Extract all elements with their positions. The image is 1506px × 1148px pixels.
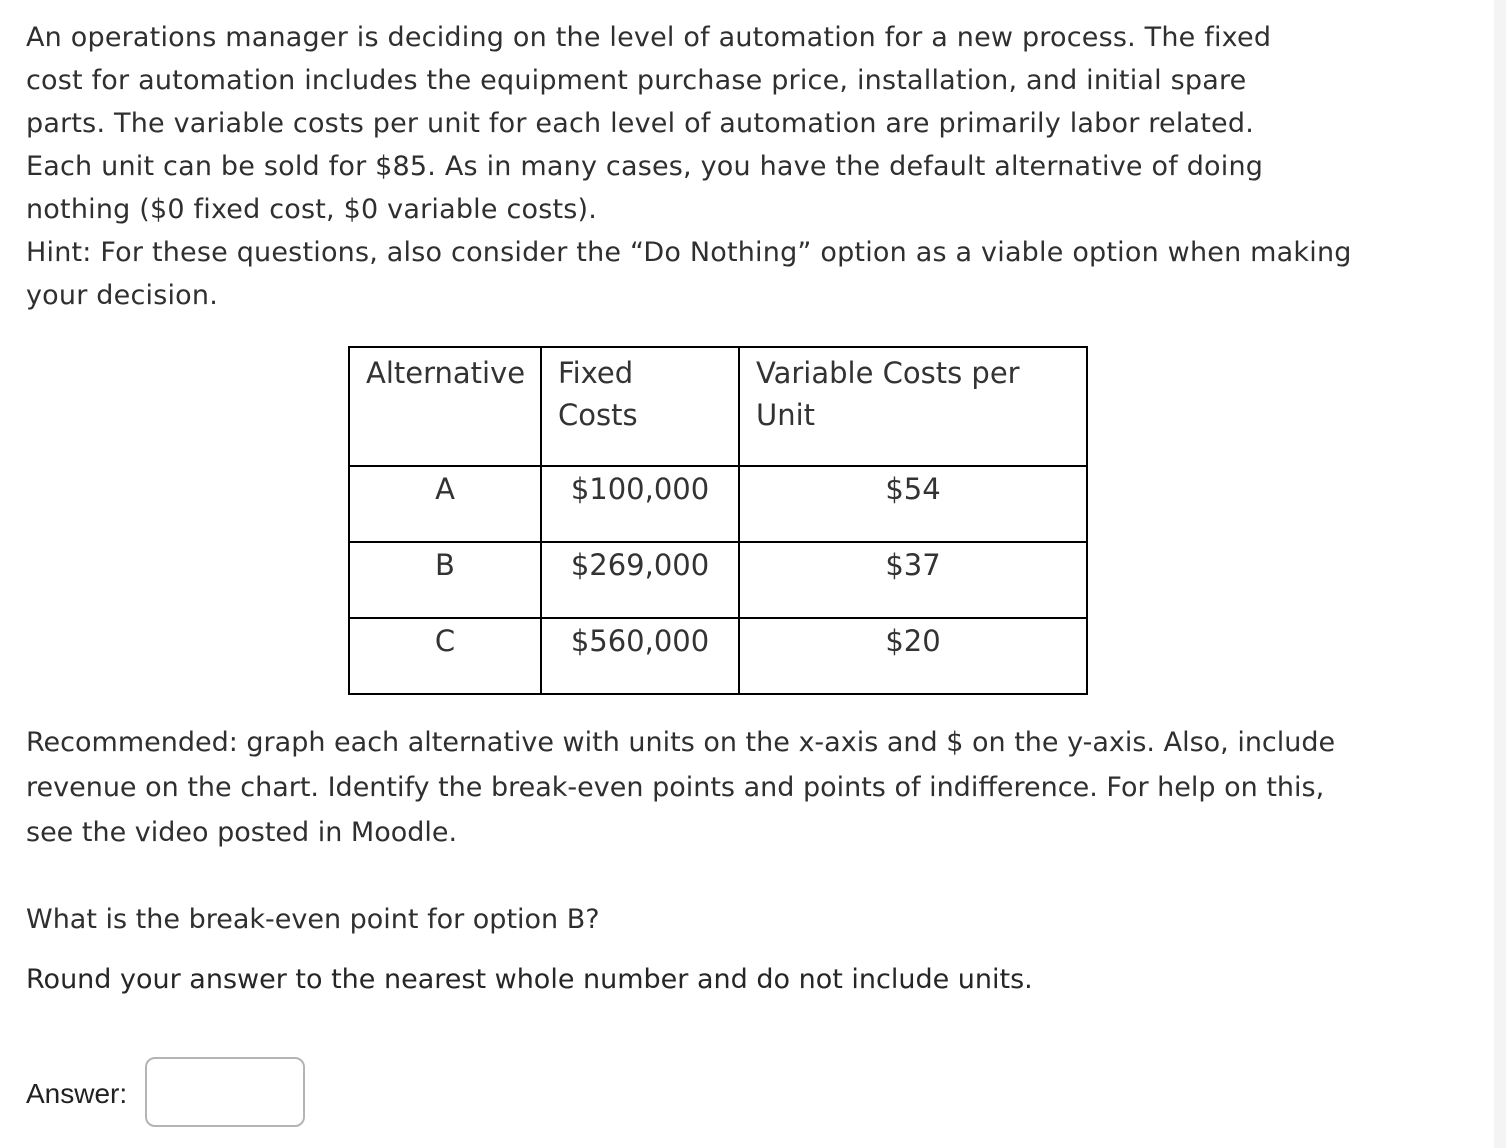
cell-variable-cost: $20 bbox=[739, 618, 1087, 694]
question-line: nothing ($0 fixed cost, $0 variable costs). bbox=[26, 194, 598, 225]
hint-line: your decision. bbox=[26, 280, 218, 311]
hint-line: Hint: For these questions, also consider the “Do Nothing” option as a viable option when making bbox=[26, 237, 1352, 268]
header-alternative: Alternative bbox=[349, 347, 541, 466]
recommendation-text bbox=[26, 720, 1416, 855]
recommendation-line: see the video posted in Moodle. bbox=[26, 817, 458, 848]
cell-fixed-cost: $100,000 bbox=[541, 466, 739, 542]
table-header-row bbox=[349, 347, 1087, 466]
question-line: cost for automation includes the equipment purchase price, installation, and initial spare bbox=[26, 65, 1247, 96]
rounding-instruction: Round your answer to the nearest whole number and do not include units. bbox=[26, 964, 1033, 995]
cell-fixed-cost: $269,000 bbox=[541, 542, 739, 618]
cell-fixed-cost: $560,000 bbox=[541, 618, 739, 694]
answer-label: Answer: bbox=[26, 1078, 128, 1109]
question-line: An operations manager is deciding on the level of automation for a new process. The fixed bbox=[26, 22, 1272, 53]
question-prompt: What is the break-even point for option B? bbox=[26, 904, 600, 935]
cell-alternative: B bbox=[349, 542, 541, 618]
header-variable-costs: Variable Costs per Unit bbox=[739, 347, 1087, 466]
cell-variable-cost: $54 bbox=[739, 466, 1087, 542]
question-line: parts. The variable costs per unit for each level of automation are primarily labor related. bbox=[26, 108, 1254, 139]
question-line: Each unit can be sold for $85. As in many cases, you have the default alternative of doing bbox=[26, 151, 1264, 182]
cell-variable-cost: $37 bbox=[739, 542, 1087, 618]
header-fixed-costs: Fixed Costs bbox=[541, 347, 739, 466]
table-row bbox=[349, 542, 1087, 618]
recommendation-line: revenue on the chart. Identify the break-even points and points of indifference. For help on this, bbox=[26, 772, 1325, 803]
alternatives-table bbox=[348, 346, 1088, 695]
cell-alternative: A bbox=[349, 466, 541, 542]
answer-input[interactable] bbox=[145, 1057, 305, 1127]
question-text bbox=[26, 16, 1406, 317]
scrollbar-track bbox=[1494, 0, 1506, 1148]
table-row bbox=[349, 466, 1087, 542]
table-row bbox=[349, 618, 1087, 694]
cell-alternative: C bbox=[349, 618, 541, 694]
recommendation-line: Recommended: graph each alternative with units on the x-axis and $ on the y-axis. Also, include bbox=[26, 727, 1336, 758]
